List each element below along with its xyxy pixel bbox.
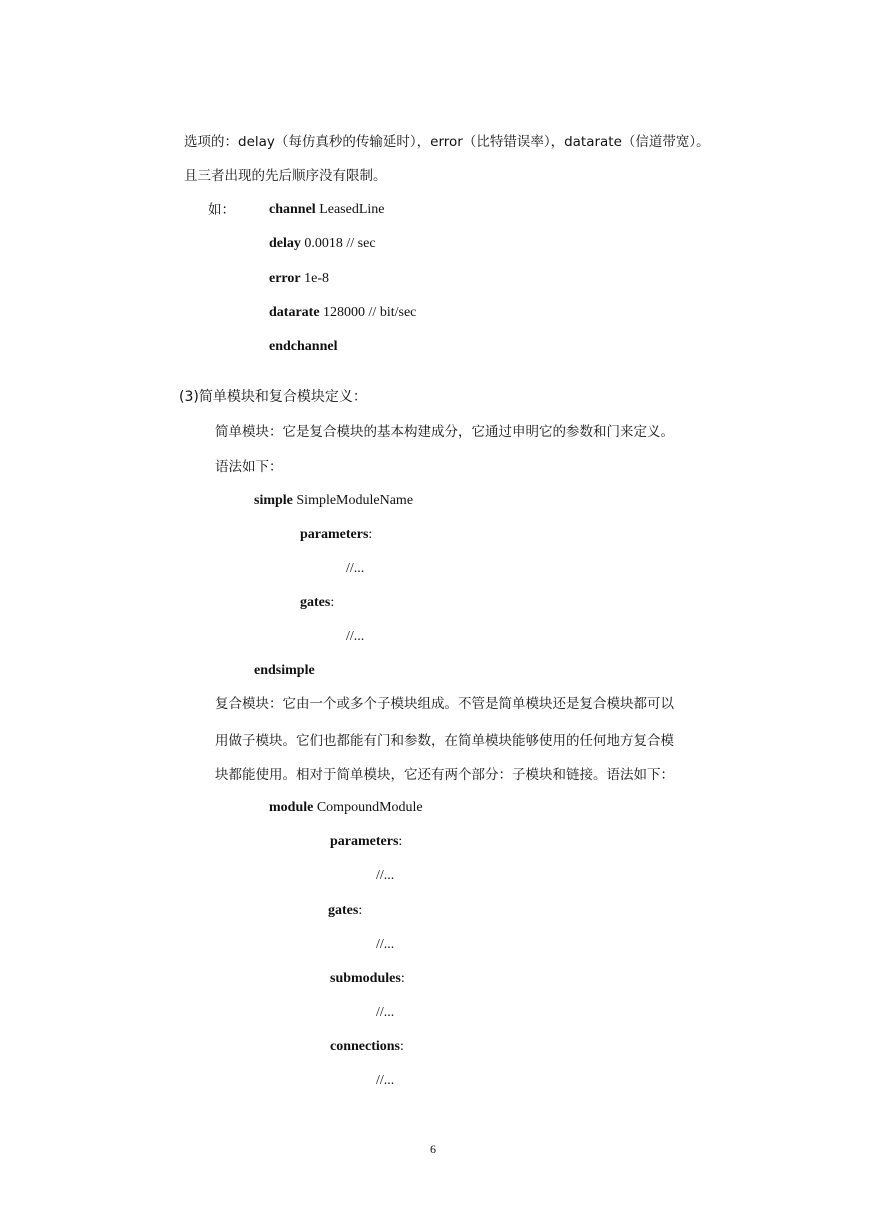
keyword: gates: [328, 903, 359, 918]
code-text: :: [368, 527, 373, 542]
code-comment: //...: [376, 937, 395, 952]
keyword: endsimple: [254, 663, 315, 678]
code-line-module: [269, 798, 423, 818]
code-text: :: [398, 834, 403, 849]
example-label: 如：: [208, 202, 235, 218]
keyword: connections: [330, 1039, 400, 1054]
code-line-endchannel: [269, 337, 337, 357]
keyword: module: [269, 800, 314, 815]
page-number: 6: [430, 1142, 436, 1156]
code-text: SimpleModuleName: [292, 493, 414, 508]
code-comment: //...: [376, 868, 395, 883]
code-line-parameters: [300, 525, 372, 545]
code-text: :: [358, 903, 363, 918]
code-text: LeasedLine: [315, 202, 385, 217]
code-line-gates: [328, 901, 362, 921]
keyword: gates: [300, 595, 331, 610]
code-text: CompoundModule: [313, 800, 423, 815]
code-line-datarate: [269, 303, 416, 323]
code-line-gates: [300, 593, 334, 613]
section-heading: (3)简单模块和复合模块定义：: [179, 389, 367, 405]
code-comment: //...: [376, 1073, 395, 1088]
keyword: endchannel: [269, 339, 338, 354]
code-line-endsimple: [254, 661, 315, 681]
code-text: :: [330, 595, 335, 610]
code-line-connections: [330, 1037, 404, 1057]
simple-module-description: 简单模块：它是复合模块的基本构建成分，它通过申明它的参数和门来定义。: [215, 424, 674, 440]
syntax-label: 语法如下：: [215, 459, 283, 475]
keyword: parameters: [330, 834, 399, 849]
keyword: datarate: [269, 305, 320, 320]
code-line-channel: [269, 200, 384, 220]
compound-paragraph-line-2: 用做子模块。它们也都能有门和参数，在简单模块能够使用的任何地方复合模: [215, 733, 674, 749]
code-line-error: [269, 269, 329, 289]
code-text: 0.0018 // sec: [300, 236, 376, 251]
code-line-submodules: [330, 969, 405, 989]
keyword: delay: [269, 236, 301, 251]
keyword: parameters: [300, 527, 369, 542]
compound-paragraph-line-3: 块都能使用。相对于简单模块，它还有两个部分：子模块和链接。语法如下：: [215, 767, 674, 783]
code-line-simple: [254, 491, 413, 511]
code-text: :: [400, 971, 405, 986]
keyword: submodules: [330, 971, 401, 986]
code-text: 128000 // bit/sec: [319, 305, 417, 320]
keyword: simple: [254, 493, 293, 508]
intro-line-2: 且三者出现的先后顺序没有限制。: [184, 168, 387, 184]
code-line-parameters: [330, 832, 402, 852]
keyword: error: [269, 271, 301, 286]
code-line-delay: [269, 234, 376, 254]
code-text: 1e-8: [300, 271, 329, 286]
intro-line-1: 选项的：delay（每仿真秒的传输延时），error（比特错误率），datarate（信道带宽）。: [184, 134, 710, 150]
code-text: :: [400, 1039, 404, 1054]
compound-paragraph-line-1: 复合模块：它由一个或多个子模块组成。不管是简单模块还是复合模块都可以: [215, 696, 674, 712]
code-comment: //...: [376, 1005, 395, 1020]
code-comment: //...: [346, 629, 365, 644]
keyword: channel: [269, 202, 316, 217]
code-comment: //...: [346, 561, 365, 576]
